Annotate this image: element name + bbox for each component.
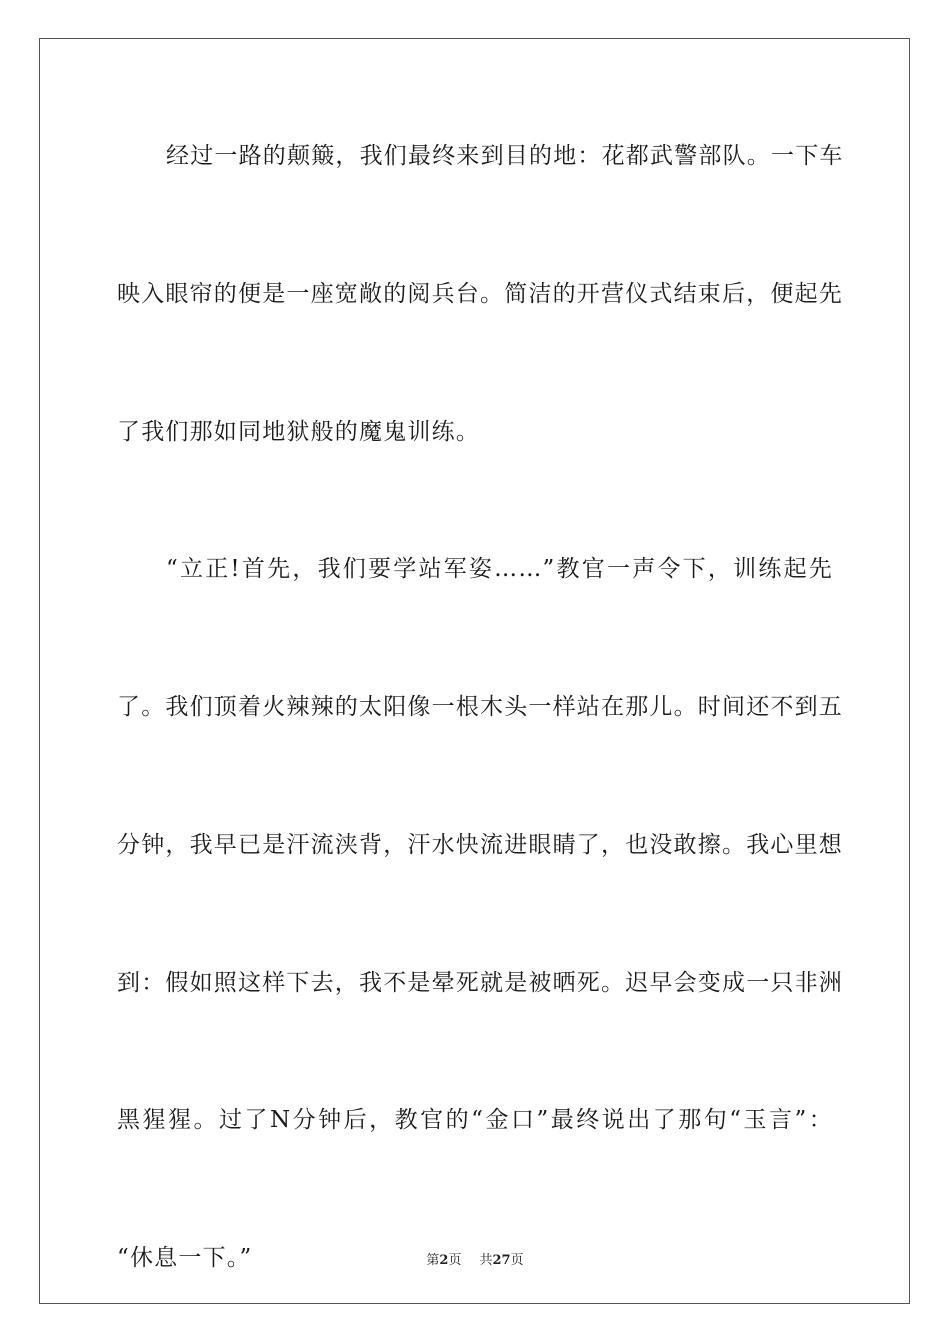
paragraph-2-line-5: 黑猩猩。过了N分钟后，教官的“金口”最终说出了那句“玉言”： <box>117 1107 833 1134</box>
paragraph-1-line-2: 映入眼帘的便是一座宽敞的阅兵台。简洁的开营仪式结束后，便起先 <box>117 280 843 307</box>
paragraph-2-line-6: “休息一下。” <box>117 1245 253 1272</box>
paragraph-2-line-2: 了。我们顶着火辣辣的太阳像一根木头一样站在那儿。时间还不到五 <box>117 694 843 721</box>
paragraph-2-line-3: 分钟，我早已是汗流浃背，汗水快流进眼睛了，也没敢擦。我心里想 <box>117 831 843 858</box>
page-footer <box>0 1249 950 1268</box>
page-suffix: 页 <box>448 1253 462 1268</box>
page-prefix: 第 <box>426 1253 440 1268</box>
page-number: 2 <box>439 1253 449 1268</box>
total-prefix: 共 <box>479 1253 493 1268</box>
total-suffix: 页 <box>510 1253 524 1268</box>
paragraph-2-line-4: 到：假如照这样下去，我不是晕死就是被晒死。迟早会变成一只非洲 <box>117 969 843 996</box>
total-pages: 27 <box>492 1253 511 1268</box>
paragraph-1-line-3: 了我们那如同地狱般的魔鬼训练。 <box>117 418 480 445</box>
paragraph-2-line-1: “立正!首先，我们要学站军姿……”教官一声令下，训练起先 <box>166 556 833 583</box>
document-body <box>117 122 844 1293</box>
paragraph-1-line-1: 经过一路的颠簸，我们最终来到目的地：花都武警部队。一下车 <box>166 143 844 169</box>
